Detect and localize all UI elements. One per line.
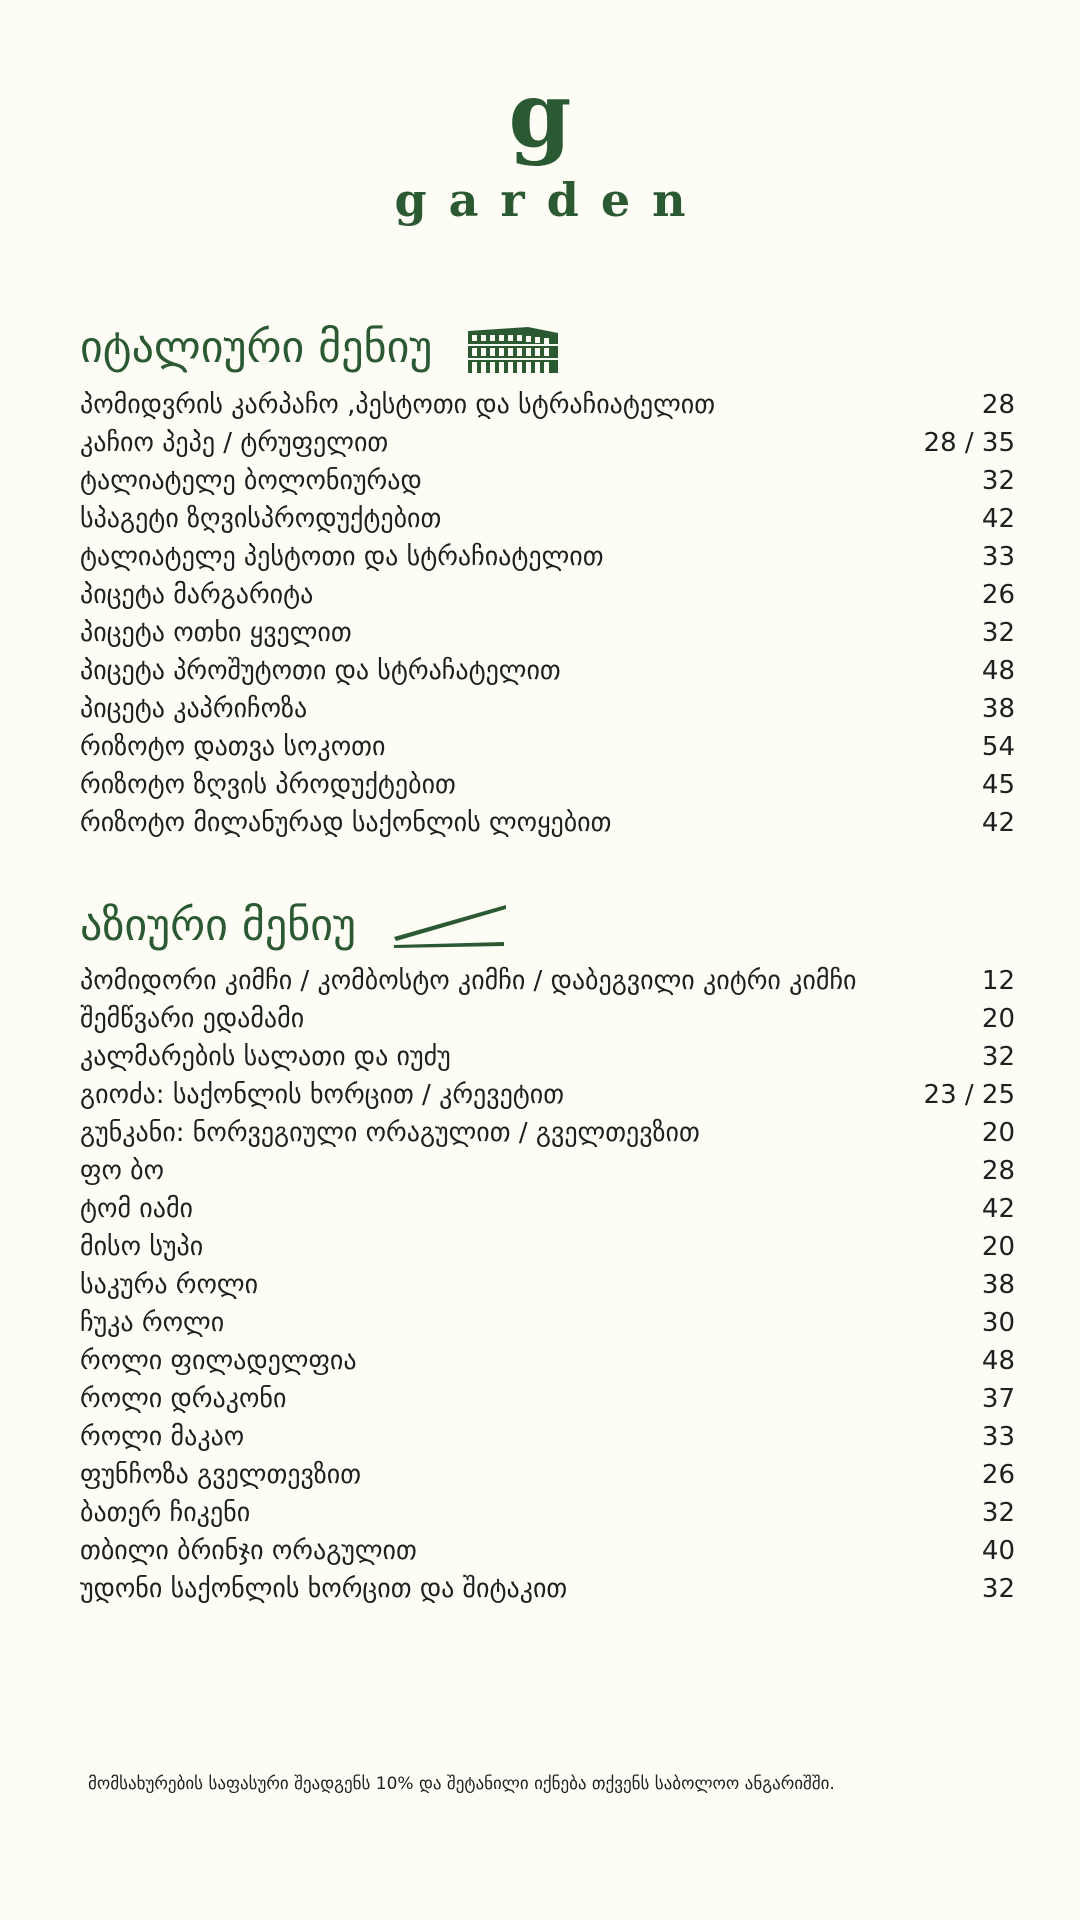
item-name: რიზოტო დათვა სოკოთი xyxy=(80,732,386,762)
menu-item xyxy=(80,1000,1015,1038)
menu-item xyxy=(80,652,1015,690)
item-price: 28 xyxy=(981,1156,1015,1186)
menu-item xyxy=(80,1456,1015,1494)
chopsticks-icon xyxy=(392,901,508,951)
item-name: ტალიატელე ბოლონიურად xyxy=(80,466,422,496)
item-name: კალმარების სალათი და იუძუ xyxy=(80,1042,451,1072)
item-name: საკურა როლი xyxy=(80,1270,259,1300)
item-price: 12 xyxy=(981,966,1015,996)
item-name: პიცეტა კაპრიჩოზა xyxy=(80,694,308,724)
menu-item xyxy=(80,728,1015,766)
item-name: ტალიატელე პესტოთი და სტრაჩიატელით xyxy=(80,542,604,572)
item-price: 48 xyxy=(981,1346,1015,1376)
item-name: როლი დრაკონი xyxy=(80,1384,287,1414)
item-name: კაჩიო პეპე / ტრუფელით xyxy=(80,428,389,458)
menu-item xyxy=(80,690,1015,728)
menu-item xyxy=(80,1532,1015,1570)
item-price: 28 xyxy=(981,390,1015,420)
menu-item xyxy=(80,804,1015,842)
menu-item xyxy=(80,462,1015,500)
item-price: 30 xyxy=(981,1308,1015,1338)
item-price: 42 xyxy=(981,1194,1015,1224)
italian-menu-list xyxy=(80,386,1015,842)
item-price: 42 xyxy=(981,808,1015,838)
item-price: 32 xyxy=(981,1042,1015,1072)
brand-name: garden xyxy=(394,173,708,227)
menu-item xyxy=(80,1152,1015,1190)
menu-item xyxy=(80,1418,1015,1456)
item-name: პიცეტა პროშუტოთი და სტრაჩატელით xyxy=(80,656,561,686)
item-name: პომიდვრის კარპაჩო ,პესტოთი და სტრაჩიატელით xyxy=(80,390,716,420)
item-price: 26 xyxy=(981,580,1015,610)
menu-item xyxy=(80,1342,1015,1380)
item-name: შემწვარი ედამამი xyxy=(80,1004,305,1034)
asian-section-title: აზიური მენიუ xyxy=(80,900,356,951)
item-price: 28 / 35 xyxy=(923,428,1015,458)
item-price: 32 xyxy=(981,1498,1015,1528)
item-price: 32 xyxy=(981,618,1015,648)
menu-item xyxy=(80,386,1015,424)
menu-item xyxy=(80,1038,1015,1076)
item-price: 32 xyxy=(981,466,1015,496)
menu-item xyxy=(80,1266,1015,1304)
item-price: 20 xyxy=(981,1118,1015,1148)
item-name: პიცეტა ოთხი ყველით xyxy=(80,618,352,648)
item-name: სპაგეტი ზღვისპროდუქტებით xyxy=(80,504,442,534)
item-name: თბილი ბრინჯი ორაგულით xyxy=(80,1536,417,1566)
item-name: ტომ იამი xyxy=(80,1194,194,1224)
item-price: 40 xyxy=(981,1536,1015,1566)
item-name: გიოძა: საქონლის ხორცით / კრევეტით xyxy=(80,1080,565,1110)
item-price: 33 xyxy=(981,1422,1015,1452)
brand-logo xyxy=(0,62,1080,227)
item-name: პომიდორი კიმჩი / კომბოსტო კიმჩი / დაბეგვილი კიტრი კიმჩი xyxy=(80,966,857,996)
brand-mark: g xyxy=(508,62,572,168)
item-price: 23 / 25 xyxy=(923,1080,1015,1110)
asian-section-header xyxy=(80,896,508,956)
menu-item xyxy=(80,766,1015,804)
menu-item xyxy=(80,1304,1015,1342)
item-name: ბათერ ჩიკენი xyxy=(80,1498,251,1528)
menu-item xyxy=(80,576,1015,614)
item-price: 38 xyxy=(981,1270,1015,1300)
item-name: გუნკანი: ნორვეგიული ორაგულით / გველთევზით xyxy=(80,1118,700,1148)
menu-item xyxy=(80,424,1015,462)
asian-menu-list xyxy=(80,962,1015,1608)
item-name: უდონი საქონლის ხორცით და შიტაკით xyxy=(80,1574,568,1604)
item-name: პიცეტა მარგარიტა xyxy=(80,580,314,610)
item-price: 33 xyxy=(981,542,1015,572)
menu-item xyxy=(80,500,1015,538)
item-name: რიზოტო ზღვის პროდუქტებით xyxy=(80,770,456,800)
item-price: 20 xyxy=(981,1004,1015,1034)
menu-item xyxy=(80,1380,1015,1418)
item-price: 37 xyxy=(981,1384,1015,1414)
menu-item xyxy=(80,1114,1015,1152)
item-name: როლი მაკაო xyxy=(80,1422,245,1452)
menu-item xyxy=(80,1228,1015,1266)
colosseum-icon xyxy=(468,323,560,373)
menu-item xyxy=(80,1190,1015,1228)
menu-item xyxy=(80,1494,1015,1532)
item-name: ჩუკა როლი xyxy=(80,1308,225,1338)
item-price: 45 xyxy=(981,770,1015,800)
item-name: მისო სუპი xyxy=(80,1232,204,1262)
italian-section-header xyxy=(80,318,560,378)
item-price: 38 xyxy=(981,694,1015,724)
item-price: 48 xyxy=(981,656,1015,686)
item-price: 54 xyxy=(981,732,1015,762)
menu-item xyxy=(80,1570,1015,1608)
menu-item xyxy=(80,538,1015,576)
menu-item xyxy=(80,1076,1015,1114)
item-name: რიზოტო მილანურად საქონლის ლოყებით xyxy=(80,808,612,838)
item-price: 32 xyxy=(981,1574,1015,1604)
italian-section-title: იტალიური მენიუ xyxy=(80,322,433,373)
menu-item xyxy=(80,962,1015,1000)
item-name: ფო ბო xyxy=(80,1156,165,1186)
service-charge-note: მომსახურების საფასური შეადგენს 10% და შეტანილი იქნება თქვენს საბოლოო ანგარიშში. xyxy=(88,1774,835,1794)
item-price: 20 xyxy=(981,1232,1015,1262)
item-name: ფუნჩოზა გველთევზით xyxy=(80,1460,362,1490)
item-price: 42 xyxy=(981,504,1015,534)
item-price: 26 xyxy=(981,1460,1015,1490)
item-name: როლი ფილადელფია xyxy=(80,1346,357,1376)
menu-item xyxy=(80,614,1015,652)
